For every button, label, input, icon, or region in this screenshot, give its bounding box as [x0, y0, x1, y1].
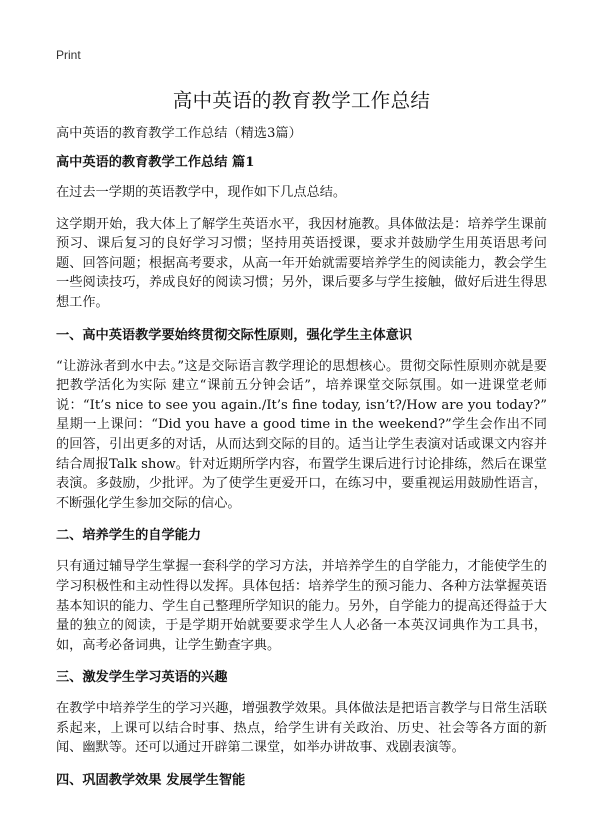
section-heading-4: 四、巩固教学效果 发展学生智能 — [56, 773, 246, 789]
section-body-2: 只有通过辅导学生掌握一套科学的学习方法，并培养学生的自学能力，才能使学生的学习积极性和主动性得以发挥。具体包括：培养学生的预习能力、各种方法掌握英语基本知识的能力、学生自己整理所学知识的能力。另外，自学能力的提高还得益于大量的独立的阅读，于是学期开始就要要求学生人人必备一本英汉词典作为工具书，如，高考必备词典，让学生勤查字典。 — [56, 559, 547, 653]
part-heading: 高中英语的教育教学工作总结 篇1 — [56, 155, 255, 170]
section-heading-1: 一、高中英语教学要始终贯彻交际性原则，强化学生主体意识 — [56, 327, 413, 343]
section-heading-3: 三、激发学生学习英语的兴趣 — [56, 670, 228, 686]
intro-paragraph: 在过去一学期的英语教学中，现作如下几点总结。 — [56, 185, 347, 200]
overview-paragraph: 这学期开始，我大体上了解学生英语水平，我因材施教。具体做法是：培养学生课前预习、课后复习的良好学习习惯；坚持用英语授课，要求并鼓励学生用英语思考问题、回答问题；根据高考要求，从高一年开始就需要培养学生的阅读能力，教会学生一些阅读技巧，养成良好的阅读习惯；另外，课后要多与学生接触，做好后进生得思想工作。 — [56, 216, 547, 310]
page-title: 高中英语的教育教学工作总结 — [172, 89, 431, 112]
document-subtitle: 高中英语的教育教学工作总结（精选3篇） — [56, 126, 302, 141]
section-body-1: “让游泳者到水中去。”这是交际语言教学理论的思想核心。贯彻交际性原则亦就是要把教学活化为实际 建立“课前五分钟会话”，培养课堂交际氛围。如一进课堂老师说：“It’s nice to see you again./It’s fine today, isn’t?/How are you today?” 星期一上课问：“Did you have a good time in the weekend?”学生会作出不同的回答，引出更多的对话，从而达到交际的目的。适当让学生表演对话或课文内容并结合周报Talk show。针对近期所学内容，布置学生课后进行讨论排练，然后在课堂表演。多鼓励，少批评。为了使学生更爱开口，在练习中，要重视运用鼓励性语言，不断强化学生参加交际的信心。 — [56, 358, 547, 511]
print-link[interactable]: Print — [56, 48, 81, 62]
section-body-3: 在教学中培养学生的学习兴趣，增强教学效果。具体做法是把语言教学与日常生活联系起来，上课可以结合时事、热点，给学生讲有关政治、历史、社会等各方面的新闻、幽默等。还可以通过开辟第二课堂，如举办讲故事、戏剧表演等。 — [56, 701, 547, 756]
section-heading-2: 二、培养学生的自学能力 — [56, 528, 202, 544]
